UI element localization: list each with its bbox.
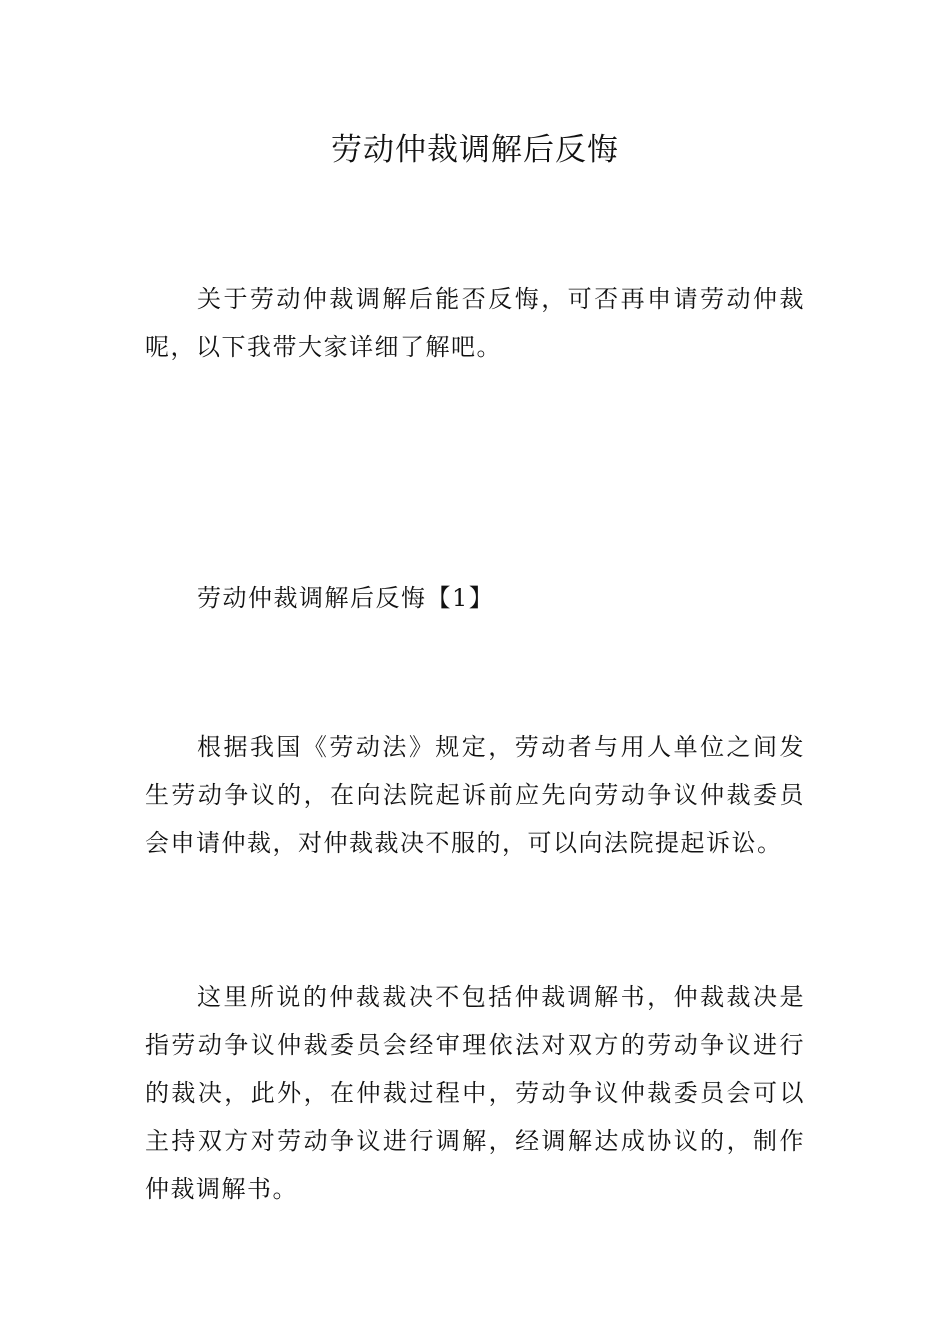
detail-paragraph: 这里所说的仲裁裁决不包括仲裁调解书，仲裁裁决是指劳动争议仲裁委员会经审理依法对双方的劳动争议进行的裁决，此外，在仲裁过程中，劳动争议仲裁委员会可以主持双方对劳动争议进行调解，经调解达成协议的，制作仲裁调解书。 <box>145 983 805 1203</box>
intro-paragraph: 关于劳动仲裁调解后能否反悔，可否再申请劳动仲裁呢，以下我带大家详细了解吧。 <box>145 285 805 361</box>
law-paragraph: 根据我国《劳动法》规定，劳动者与用人单位之间发生劳动争议的，在向法院起诉前应先向劳动争议仲裁委员会申请仲裁，对仲裁裁决不服的，可以向法院提起诉讼。 <box>145 733 805 857</box>
section-heading: 劳动仲裁调解后反悔【1】 <box>197 584 495 612</box>
document-title: 劳动仲裁调解后反悔 <box>331 132 619 168</box>
